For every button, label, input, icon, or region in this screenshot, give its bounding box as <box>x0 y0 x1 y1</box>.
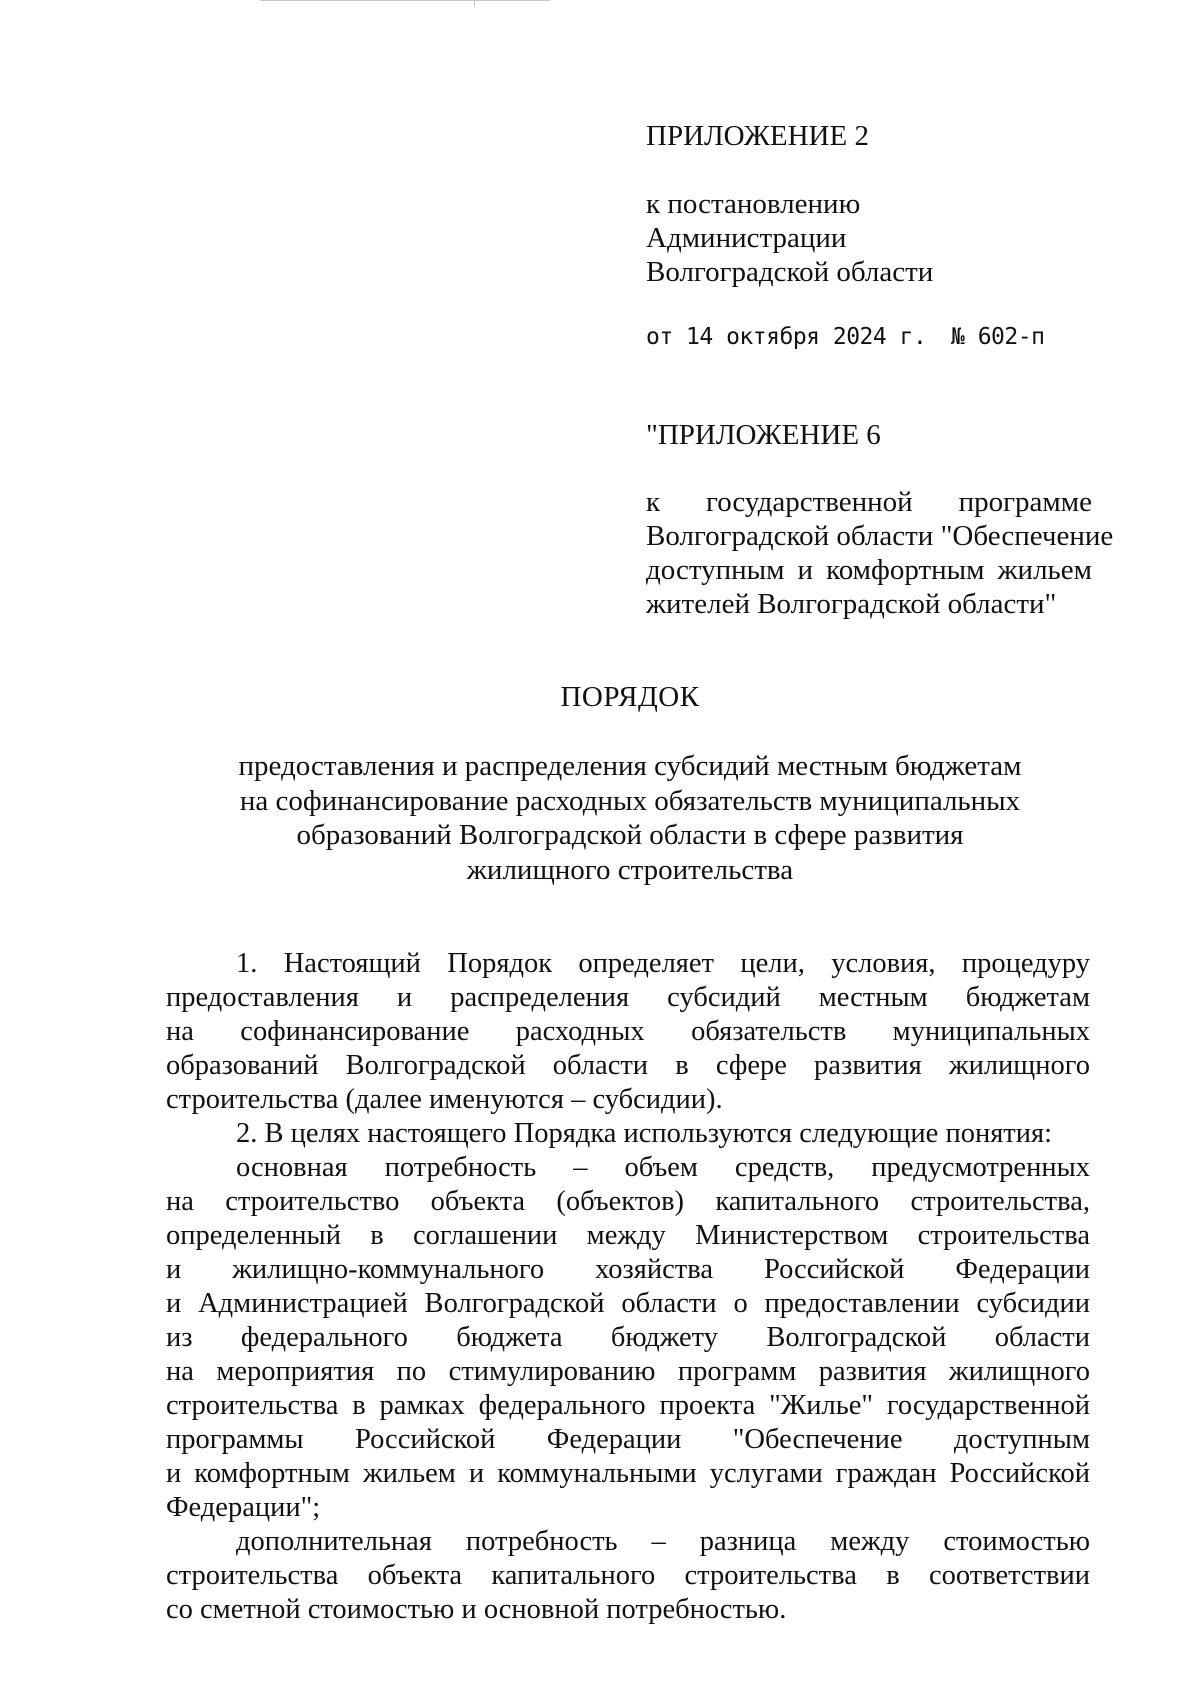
program-line: доступным и комфортным жильем <box>646 554 1092 586</box>
document-subtitle <box>0 749 1200 887</box>
body-line: программы Российской Федерации "Обеспечение доступным <box>166 1424 1090 1455</box>
body-line: строительства объекта капитального строительства в соответствии <box>166 1560 1090 1591</box>
body-line: 1. Настоящий Порядок определяет цели, условия, процедуру <box>236 948 1090 979</box>
document-title: ПОРЯДОК <box>560 681 700 713</box>
program-reference <box>646 485 1114 621</box>
resolution-date-line <box>646 320 1096 354</box>
body-line: и жилищно-коммунального хозяйства Российской Федерации <box>166 1254 1090 1285</box>
document-body <box>166 947 1090 1627</box>
body-line: на софинансирование расходных обязательств муниципальных <box>166 1016 1090 1047</box>
resolution-number: № 602-п <box>951 324 1045 350</box>
subtitle-line: предоставления и распределения субсидий местным бюджетам <box>238 750 1022 782</box>
body-line: и Администрацией Волгоградской области о предоставлении субсидии <box>166 1288 1090 1319</box>
subtitle-line: жилищного строительства <box>466 853 794 886</box>
resolution-reference <box>646 187 1096 289</box>
resolution-line: к постановлению <box>646 188 861 220</box>
scan-edge-mark <box>260 0 550 3</box>
appendix-6-heading: "ПРИЛОЖЕНИЕ 6 <box>646 419 881 451</box>
body-line: 2. В целях настоящего Порядка используются следующие понятия: <box>236 1118 1053 1149</box>
body-line: на строительство объекта (объектов) капитального строительства, <box>166 1186 1090 1217</box>
body-line: образований Волгоградской области в сфере развития жилищного <box>166 1050 1090 1081</box>
resolution-line: Волгоградской области <box>646 256 934 288</box>
program-line: Волгоградской области "Обеспечение <box>646 520 1114 552</box>
body-line: определенный в соглашении между Министерством строительства <box>166 1220 1090 1251</box>
subtitle-line: на софинансирование расходных обязательств муниципальных <box>239 784 1021 817</box>
body-line: предоставления и распределения субсидий местным бюджетам <box>166 982 1090 1013</box>
resolution-date: от 14 октября 2024 г. <box>646 324 927 350</box>
program-line: к государственной программе <box>646 486 1092 518</box>
body-line: Федерации"; <box>166 1492 321 1523</box>
subtitle-line: образований Волгоградской области в сфере развития <box>296 819 964 851</box>
body-line: со сметной стоимостью и основной потребностью. <box>166 1594 787 1625</box>
program-line: жителей Волгоградской области" <box>646 588 1057 620</box>
body-line: и комфортным жильем и коммунальными услугами граждан Российской <box>166 1458 1090 1489</box>
body-line: строительства в рамках федерального проекта "Жилье" государственной <box>166 1390 1090 1421</box>
body-line: на мероприятия по стимулированию программ развития жилищного <box>166 1356 1090 1387</box>
body-line: строительства (далее именуются – субсидии). <box>166 1084 723 1115</box>
resolution-line: Администрации <box>646 222 847 254</box>
body-line: из федерального бюджета бюджету Волгоградской области <box>166 1322 1090 1353</box>
body-line: дополнительная потребность – разница между стоимостью <box>236 1526 1090 1557</box>
body-line: основная потребность – объем средств, предусмотренных <box>236 1152 1090 1183</box>
appendix-2-heading: ПРИЛОЖЕНИЕ 2 <box>646 120 869 152</box>
